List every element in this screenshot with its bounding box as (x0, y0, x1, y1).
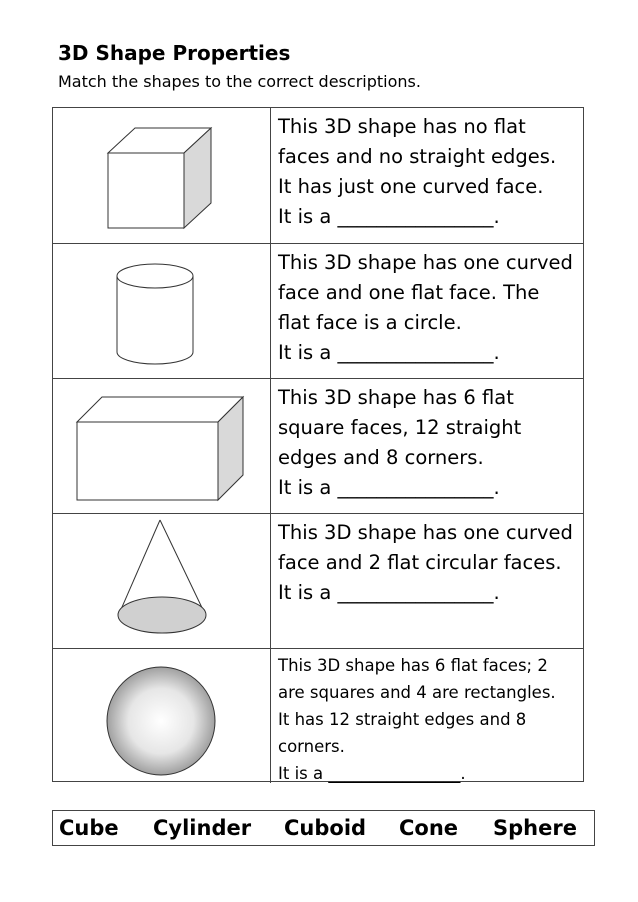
cuboid-shape (53, 379, 270, 514)
word-bank-item-cone[interactable]: Cone (399, 816, 459, 840)
table-row-cube (53, 108, 583, 243)
word-bank-item-cylinder[interactable]: Cylinder (153, 816, 252, 840)
description-line: are squares and 4 are rectangles. (278, 683, 556, 702)
worksheet-instructions: Match the shapes to the correct descriptions. (58, 72, 421, 91)
cube-shape (53, 108, 270, 243)
shape-cell (53, 514, 271, 648)
description-line: corners. (278, 737, 345, 756)
word-bank-item-cube[interactable]: Cube (59, 816, 119, 840)
answer-blank-line[interactable]: It is a ________________. (278, 764, 466, 783)
shape-cell (53, 649, 271, 783)
description-line: This 3D shape has one curved (278, 251, 573, 274)
cylinder-shape (53, 244, 270, 379)
shape-cell (53, 379, 271, 513)
table-row-sphere (53, 648, 583, 783)
word-bank (52, 810, 595, 846)
description-line: edges and 8 corners. (278, 446, 484, 469)
description-line: This 3D shape has 6 flat (278, 386, 514, 409)
description-cell (278, 383, 583, 503)
description-line: This 3D shape has 6 flat faces; 2 (278, 656, 548, 675)
shape-cell (53, 244, 271, 378)
description-line: flat face is a circle. (278, 311, 462, 334)
description-line: This 3D shape has one curved (278, 521, 573, 544)
description-line: This 3D shape has no flat (278, 115, 526, 138)
table-row-cuboid (53, 378, 583, 513)
description-cell (278, 112, 583, 232)
answer-blank-line[interactable]: It is a ________________. (278, 476, 500, 499)
description-line: It has just one curved face. (278, 175, 544, 198)
description-line: face and 2 flat circular faces. (278, 551, 562, 574)
worksheet-title: 3D Shape Properties (58, 41, 291, 65)
description-cell (278, 518, 583, 608)
matching-table (52, 107, 584, 782)
sphere-shape (53, 649, 270, 784)
shape-cell (53, 108, 271, 243)
answer-blank-line[interactable]: It is a ________________. (278, 581, 500, 604)
answer-blank-line[interactable]: It is a ________________. (278, 205, 500, 228)
description-line: square faces, 12 straight (278, 416, 522, 439)
table-row-cone (53, 513, 583, 648)
table-row-cylinder (53, 243, 583, 378)
word-bank-item-cuboid[interactable]: Cuboid (284, 816, 367, 840)
description-cell (278, 652, 583, 787)
description-line: face and one flat face. The (278, 281, 540, 304)
description-line: faces and no straight edges. (278, 145, 557, 168)
cone-shape (53, 514, 270, 649)
answer-blank-line[interactable]: It is a ________________. (278, 341, 500, 364)
description-line: It has 12 straight edges and 8 (278, 710, 527, 729)
description-cell (278, 248, 583, 368)
word-bank-item-sphere[interactable]: Sphere (493, 816, 577, 840)
